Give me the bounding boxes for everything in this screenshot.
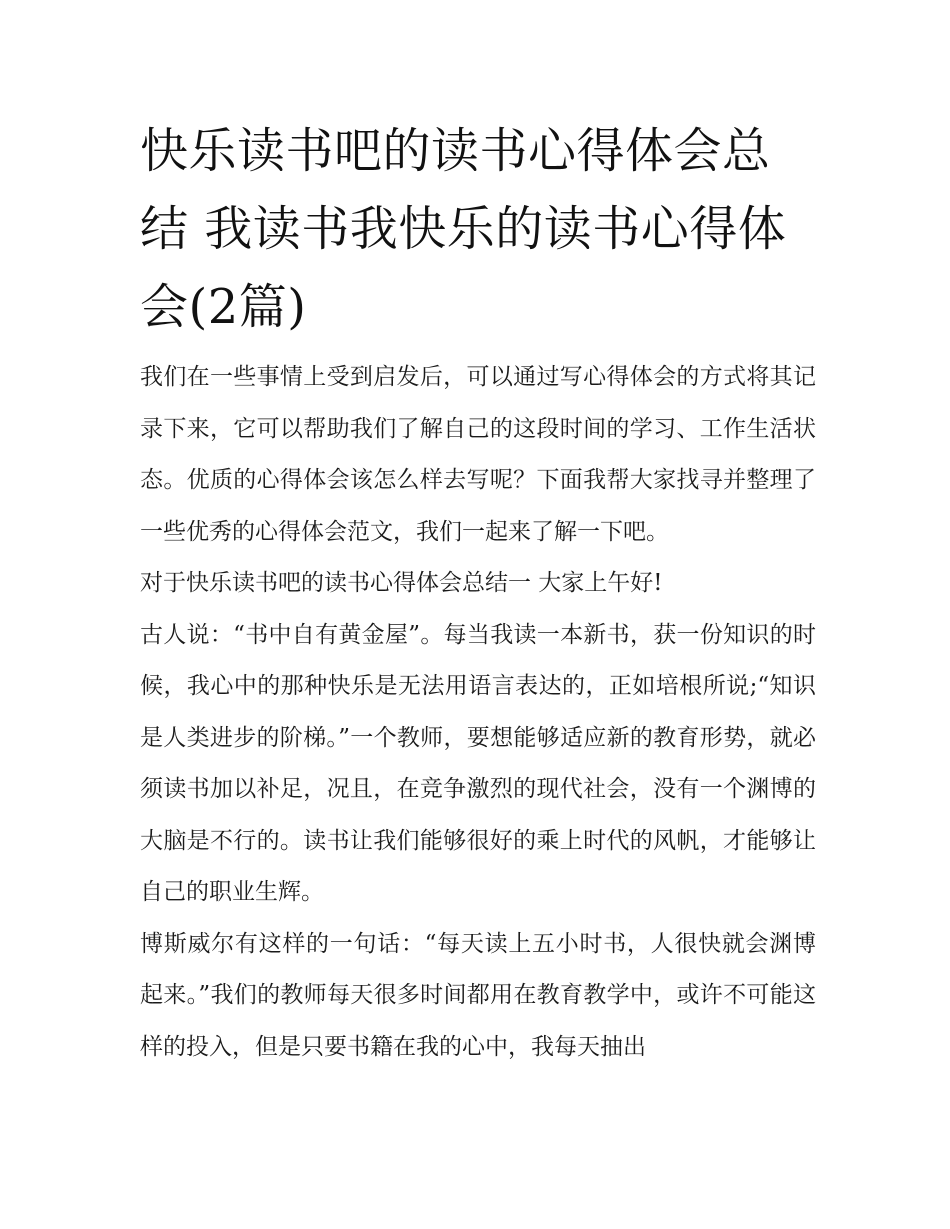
body-paragraph: 古人说：“书中自有黄金屋”。每当我读一本新书，获一份知识的时候，我心中的那种快乐是无法用语言表达的，正如培根所说;“知识是人类进步的阶梯。”一个教师，要想能够适应新的教育形势，就必须读书加以补足，况且，在竞争激烈的现代社会，没有一个渊博的大脑是不行的。读书让我们能够很好的乘上时代的风帆，才能够让自己的职业生辉。 bbox=[140, 621, 816, 905]
body-paragraph: 博斯威尔有这样的一句话：“每天读上五小时书，人很快就会渊博起来。”我们的教师每天很多时间都用在教育教学中，或许不可能这样的投入，但是只要书籍在我的心中，我每天抽出 bbox=[140, 930, 816, 1060]
document-page bbox=[140, 112, 816, 1073]
intro-paragraph: 我们在一些事情上受到启发后，可以通过写心得体会的方式将其记录下来，它可以帮助我们了解自己的这段时间的学习、工作生活状态。优质的心得体会该怎么样去写呢？下面我帮大家找寻并整理了一些优秀的心得体会范文，我们一起来了解一下吧。 bbox=[140, 364, 816, 545]
section-heading-paragraph: 对于快乐读书吧的读书心得体会总结一 大家上午好! bbox=[140, 570, 663, 596]
document-title: 快乐读书吧的读书心得体会总结 我读书我快乐的读书心得体会(2篇) bbox=[140, 123, 787, 335]
